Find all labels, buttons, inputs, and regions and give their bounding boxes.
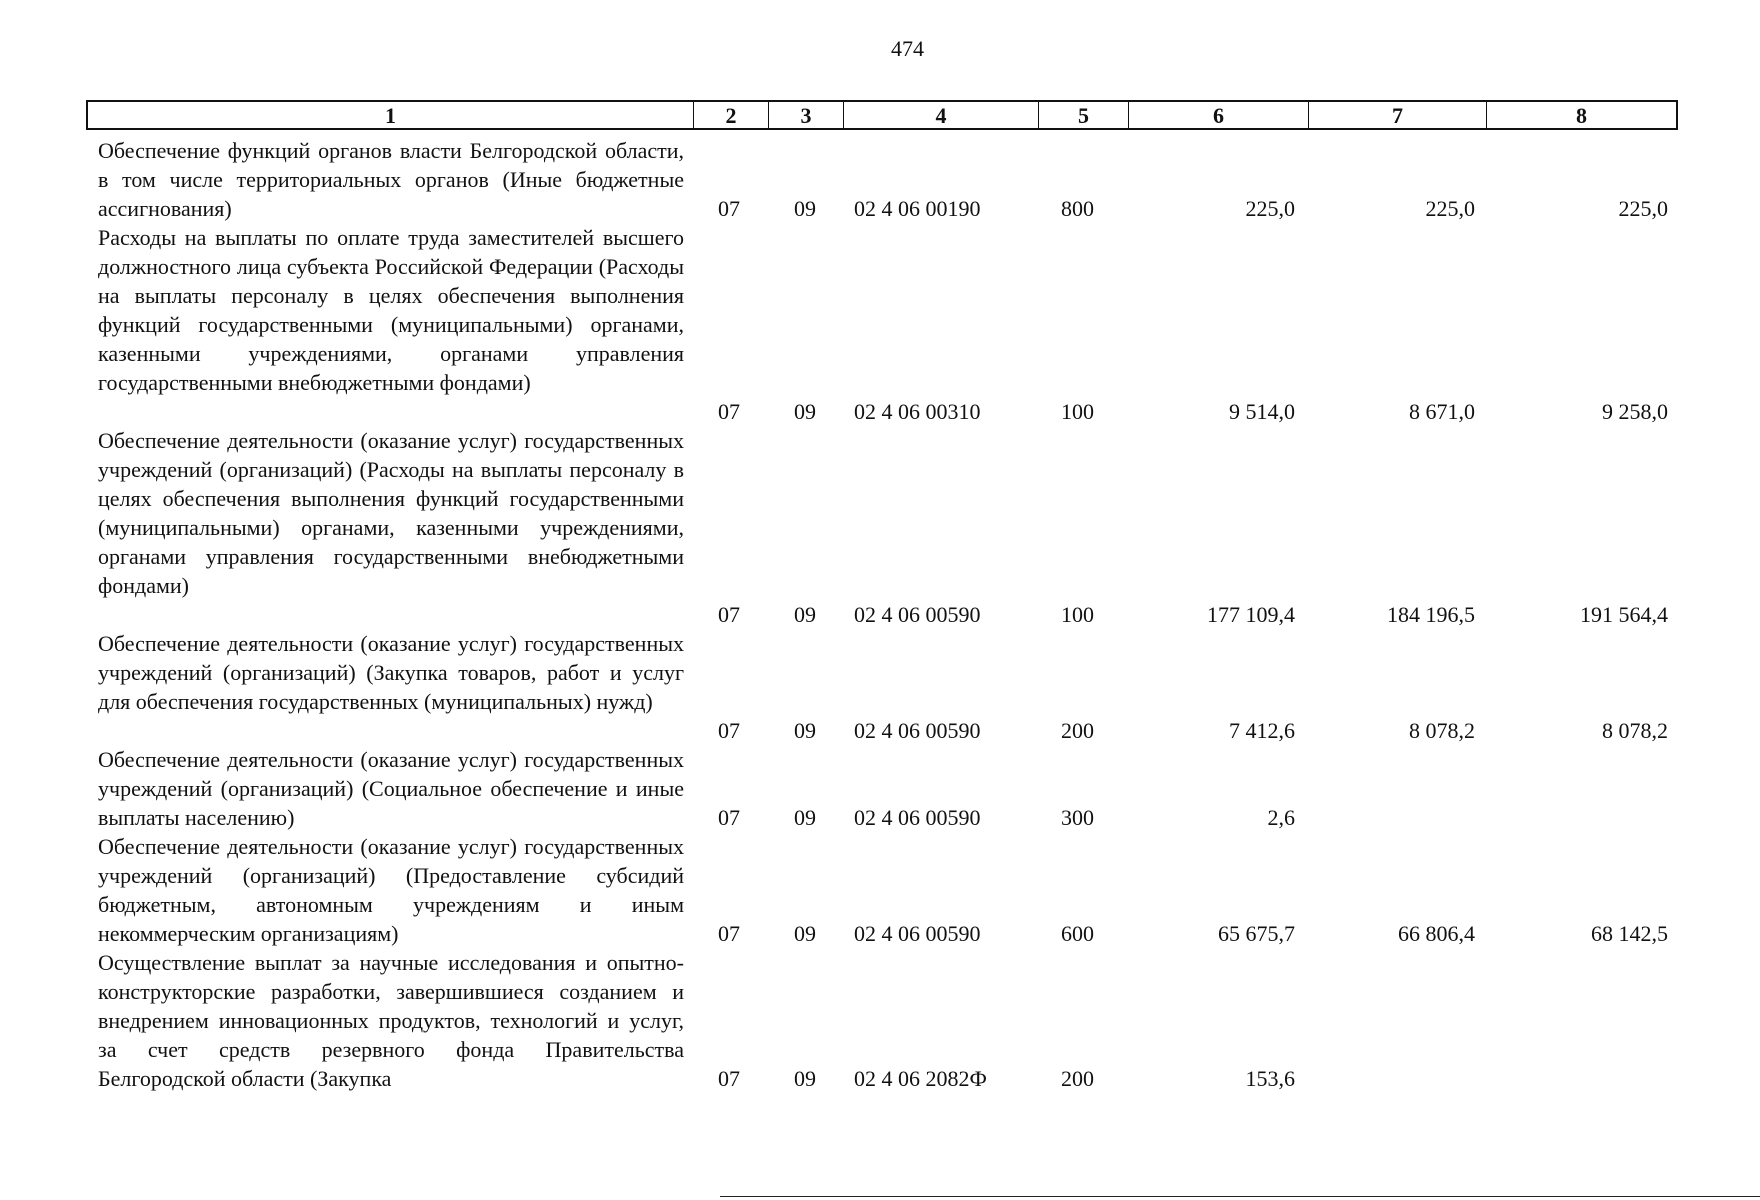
- row-description: Обеспечение деятельности (оказание услуг) государственных учреждений (организаций) (Закупка товаров, работ и услуг для обеспечения государственных (муниципальных) нужд): [98, 631, 684, 714]
- row-description: Осуществление выплат за научные исследования и опытно-конструкторские разработки, завершившиеся созданием и внедрением инновационных продуктов, технологий и услуг, за счет средств резервного фонда Правительства Белгородской области (Закупка: [98, 950, 684, 1091]
- expense-type-code: 100: [1061, 399, 1094, 424]
- section-code: 07: [718, 805, 740, 830]
- header-cell-2: 2: [693, 102, 768, 128]
- amount-col8: 191 564,4: [1580, 602, 1668, 627]
- subsection-code: 09: [794, 1066, 816, 1091]
- expense-type-code: 100: [1061, 602, 1094, 627]
- amount-col7: 8 671,0: [1409, 399, 1475, 424]
- header-cell-8: 8: [1486, 102, 1676, 128]
- amount-col8: 9 258,0: [1602, 399, 1668, 424]
- amount-col6: 2,6: [1267, 805, 1295, 830]
- amount-col7: 8 078,2: [1409, 718, 1475, 743]
- table-header: [86, 100, 1678, 130]
- amount-col6: 177 109,4: [1207, 602, 1295, 627]
- target-article-code: 02 4 06 00590: [854, 602, 981, 627]
- row-description: Обеспечение деятельности (оказание услуг) государственных учреждений (организаций) (Расходы на выплаты персоналу в целях обеспечения выполнения функций государственными (муниципальными) органами, казенными учреждениями, органами управления государственными внебюджетными фондами): [98, 428, 684, 598]
- expense-type-code: 800: [1061, 196, 1094, 221]
- subsection-code: 09: [794, 602, 816, 627]
- header-cell-7: 7: [1308, 102, 1486, 128]
- header-cell-1: 1: [385, 103, 396, 128]
- amount-col6: 225,0: [1245, 196, 1295, 221]
- target-article-code: 02 4 06 00190: [854, 196, 981, 221]
- subsection-code: 09: [794, 921, 816, 946]
- target-article-code: 02 4 06 00590: [854, 805, 981, 830]
- subsection-code: 09: [794, 805, 816, 830]
- amount-col8: 225,0: [1618, 196, 1668, 221]
- row-description: Обеспечение деятельности (оказание услуг) государственных учреждений (организаций) (Предоставление субсидий бюджетным, автономным учреждениям и иным некоммерческим организациям): [98, 834, 684, 946]
- header-cell-3: 3: [768, 102, 843, 128]
- subsection-code: 09: [794, 196, 816, 221]
- expense-type-code: 600: [1061, 921, 1094, 946]
- amount-col7: 184 196,5: [1387, 602, 1475, 627]
- section-code: 07: [718, 399, 740, 424]
- header-cell-5: 5: [1038, 102, 1128, 128]
- target-article-code: 02 4 06 2082Ф: [854, 1066, 987, 1091]
- amount-col6: 9 514,0: [1229, 399, 1295, 424]
- expense-type-code: 200: [1061, 718, 1094, 743]
- subsection-code: 09: [794, 718, 816, 743]
- header-cell-4: 4: [843, 102, 1038, 128]
- header-cell-6: 6: [1128, 102, 1308, 128]
- target-article-code: 02 4 06 00590: [854, 921, 981, 946]
- section-code: 07: [718, 1066, 740, 1091]
- bottom-rule: [720, 1196, 1760, 1197]
- amount-col6: 153,6: [1245, 1066, 1295, 1091]
- expense-type-code: 200: [1061, 1066, 1094, 1091]
- section-code: 07: [718, 196, 740, 221]
- amount-col6: 65 675,7: [1218, 921, 1295, 946]
- amount-col8: 8 078,2: [1602, 718, 1668, 743]
- amount-col8: 68 142,5: [1591, 921, 1668, 946]
- expense-type-code: 300: [1061, 805, 1094, 830]
- row-description: Расходы на выплаты по оплате труда заместителей высшего должностного лица субъекта Российской Федерации (Расходы на выплаты персоналу в целях обеспечения выполнения функций государственными (муниципальными) органами, казенными учреждениями, органами управления государственными внебюджетными фондами): [98, 225, 684, 395]
- row-description: Обеспечение деятельности (оказание услуг) государственных учреждений (организаций) (Социальное обеспечение и иные выплаты населению): [98, 747, 684, 830]
- amount-col7: 225,0: [1425, 196, 1475, 221]
- page-number: 474: [891, 36, 924, 61]
- amount-col6: 7 412,6: [1229, 718, 1295, 743]
- section-code: 07: [718, 921, 740, 946]
- amount-col7: 66 806,4: [1398, 921, 1475, 946]
- section-code: 07: [718, 602, 740, 627]
- subsection-code: 09: [794, 399, 816, 424]
- row-description: Обеспечение функций органов власти Белгородской области, в том числе территориальных органов (Иные бюджетные ассигнования): [98, 138, 684, 221]
- target-article-code: 02 4 06 00590: [854, 718, 981, 743]
- target-article-code: 02 4 06 00310: [854, 399, 981, 424]
- section-code: 07: [718, 718, 740, 743]
